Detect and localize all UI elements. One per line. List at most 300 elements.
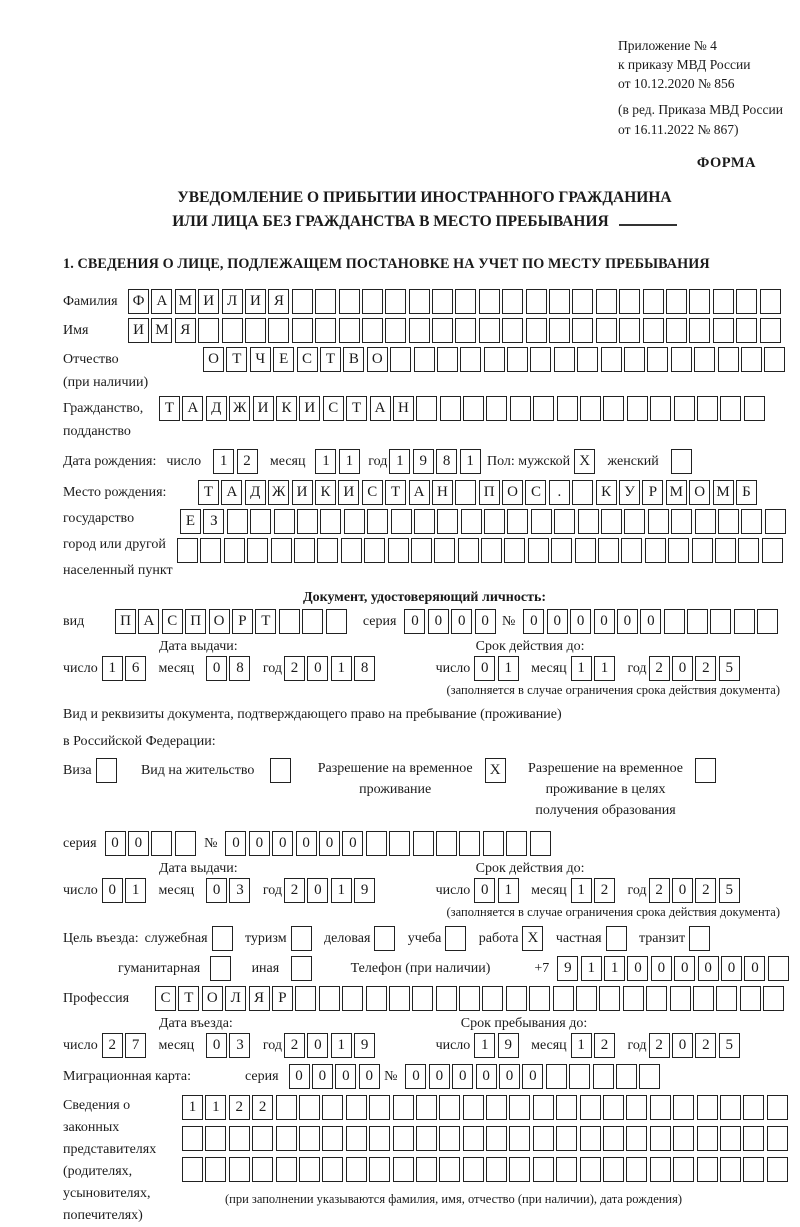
char-box[interactable] bbox=[322, 1126, 343, 1151]
char-box[interactable]: 2 bbox=[649, 1033, 670, 1058]
char-box[interactable] bbox=[409, 289, 430, 314]
temp-residence-education-checkbox[interactable] bbox=[695, 758, 716, 783]
char-box[interactable] bbox=[463, 1095, 484, 1120]
birth-place-input-line3[interactable] bbox=[177, 538, 788, 563]
char-box[interactable]: 9 bbox=[354, 1033, 375, 1058]
char-box[interactable] bbox=[247, 538, 268, 563]
char-box[interactable]: 1 bbox=[205, 1095, 226, 1120]
char-box[interactable]: Р bbox=[272, 986, 293, 1011]
char-box[interactable] bbox=[529, 986, 550, 1011]
char-box[interactable]: Б bbox=[736, 480, 757, 505]
char-box[interactable] bbox=[175, 831, 196, 856]
char-box[interactable]: 0 bbox=[674, 956, 695, 981]
char-box[interactable]: 1 bbox=[571, 1033, 592, 1058]
char-box[interactable] bbox=[689, 318, 710, 343]
char-box[interactable] bbox=[533, 1126, 554, 1151]
identity-issue-year[interactable] bbox=[284, 656, 378, 681]
char-box[interactable]: О bbox=[203, 347, 224, 372]
residence-number-input[interactable] bbox=[225, 831, 552, 856]
char-box[interactable] bbox=[294, 538, 315, 563]
char-box[interactable] bbox=[767, 1095, 788, 1120]
char-box[interactable]: 8 bbox=[229, 656, 250, 681]
char-box[interactable] bbox=[346, 1095, 367, 1120]
char-box[interactable] bbox=[510, 396, 531, 421]
char-box[interactable]: 0 bbox=[404, 609, 425, 634]
birth-day-input[interactable] bbox=[213, 449, 260, 474]
char-box[interactable] bbox=[531, 509, 552, 534]
char-box[interactable]: 0 bbox=[474, 656, 495, 681]
char-box[interactable] bbox=[718, 509, 739, 534]
char-box[interactable] bbox=[643, 289, 664, 314]
char-box[interactable]: 0 bbox=[102, 878, 123, 903]
char-box[interactable] bbox=[666, 318, 687, 343]
char-box[interactable] bbox=[580, 396, 601, 421]
char-box[interactable] bbox=[393, 1126, 414, 1151]
char-box[interactable] bbox=[526, 289, 547, 314]
char-box[interactable]: Н bbox=[432, 480, 453, 505]
char-box[interactable] bbox=[650, 1126, 671, 1151]
char-box[interactable] bbox=[671, 509, 692, 534]
char-box[interactable]: 0 bbox=[570, 609, 591, 634]
char-box[interactable]: 2 bbox=[284, 878, 305, 903]
char-box[interactable] bbox=[455, 318, 476, 343]
char-box[interactable]: 0 bbox=[128, 831, 149, 856]
char-box[interactable]: 1 bbox=[498, 878, 519, 903]
char-box[interactable]: 0 bbox=[522, 1064, 543, 1089]
char-box[interactable]: М bbox=[175, 289, 196, 314]
char-box[interactable] bbox=[322, 1095, 343, 1120]
char-box[interactable] bbox=[459, 831, 480, 856]
char-box[interactable] bbox=[390, 347, 411, 372]
char-box[interactable] bbox=[741, 509, 762, 534]
char-box[interactable] bbox=[578, 509, 599, 534]
stay-year-input[interactable] bbox=[649, 1033, 743, 1058]
char-box[interactable] bbox=[205, 1157, 226, 1182]
char-box[interactable]: 5 bbox=[719, 656, 740, 681]
char-box[interactable] bbox=[764, 347, 785, 372]
char-box[interactable]: 0 bbox=[594, 609, 615, 634]
char-box[interactable]: 0 bbox=[672, 1033, 693, 1058]
char-box[interactable] bbox=[388, 538, 409, 563]
char-box[interactable] bbox=[549, 318, 570, 343]
char-box[interactable]: А bbox=[409, 480, 430, 505]
char-box[interactable]: Т bbox=[178, 986, 199, 1011]
char-box[interactable]: 9 bbox=[354, 878, 375, 903]
char-box[interactable] bbox=[463, 396, 484, 421]
char-box[interactable]: И bbox=[253, 396, 274, 421]
char-box[interactable]: А bbox=[221, 480, 242, 505]
char-box[interactable]: О bbox=[502, 480, 523, 505]
char-box[interactable] bbox=[736, 318, 757, 343]
purpose-other-checkbox[interactable] bbox=[291, 956, 312, 981]
char-box[interactable]: 2 bbox=[695, 878, 716, 903]
identity-issue-month[interactable] bbox=[206, 656, 253, 681]
char-box[interactable] bbox=[320, 509, 341, 534]
char-box[interactable]: 0 bbox=[307, 1033, 328, 1058]
char-box[interactable] bbox=[455, 480, 476, 505]
char-box[interactable]: П bbox=[479, 480, 500, 505]
char-box[interactable]: 1 bbox=[102, 656, 123, 681]
char-box[interactable] bbox=[205, 1126, 226, 1151]
representatives-input-line3[interactable] bbox=[182, 1157, 790, 1182]
char-box[interactable] bbox=[507, 347, 528, 372]
char-box[interactable] bbox=[765, 509, 786, 534]
char-box[interactable]: 0 bbox=[319, 831, 340, 856]
char-box[interactable]: 0 bbox=[452, 1064, 473, 1089]
char-box[interactable] bbox=[763, 986, 784, 1011]
char-box[interactable]: Я bbox=[249, 986, 270, 1011]
char-box[interactable]: 0 bbox=[698, 956, 719, 981]
char-box[interactable]: 0 bbox=[475, 609, 496, 634]
char-box[interactable]: 0 bbox=[627, 956, 648, 981]
char-box[interactable] bbox=[151, 831, 172, 856]
char-box[interactable] bbox=[344, 509, 365, 534]
char-box[interactable]: Д bbox=[245, 480, 266, 505]
sex-male-checkbox[interactable]: X bbox=[574, 449, 595, 474]
char-box[interactable]: 0 bbox=[249, 831, 270, 856]
char-box[interactable] bbox=[551, 538, 572, 563]
char-box[interactable]: Д bbox=[206, 396, 227, 421]
char-box[interactable] bbox=[697, 1126, 718, 1151]
char-box[interactable] bbox=[580, 1095, 601, 1120]
char-box[interactable] bbox=[645, 538, 666, 563]
char-box[interactable]: 0 bbox=[307, 878, 328, 903]
char-box[interactable]: 1 bbox=[571, 656, 592, 681]
char-box[interactable] bbox=[486, 1095, 507, 1120]
char-box[interactable] bbox=[692, 538, 713, 563]
char-box[interactable] bbox=[440, 396, 461, 421]
char-box[interactable] bbox=[439, 1095, 460, 1120]
char-box[interactable]: 9 bbox=[498, 1033, 519, 1058]
char-box[interactable]: 5 bbox=[719, 878, 740, 903]
char-box[interactable] bbox=[177, 538, 198, 563]
char-box[interactable] bbox=[389, 986, 410, 1011]
char-box[interactable] bbox=[341, 538, 362, 563]
char-box[interactable]: 1 bbox=[331, 656, 352, 681]
char-box[interactable] bbox=[670, 986, 691, 1011]
char-box[interactable] bbox=[393, 1095, 414, 1120]
char-box[interactable]: Т bbox=[198, 480, 219, 505]
char-box[interactable] bbox=[694, 347, 715, 372]
visa-checkbox[interactable] bbox=[96, 758, 117, 783]
char-box[interactable] bbox=[720, 396, 741, 421]
char-box[interactable] bbox=[502, 289, 523, 314]
char-box[interactable] bbox=[603, 1157, 624, 1182]
char-box[interactable] bbox=[603, 1095, 624, 1120]
char-box[interactable] bbox=[743, 1157, 764, 1182]
char-box[interactable] bbox=[486, 1126, 507, 1151]
char-box[interactable] bbox=[439, 1157, 460, 1182]
char-box[interactable]: 1 bbox=[460, 449, 481, 474]
char-box[interactable] bbox=[339, 289, 360, 314]
char-box[interactable] bbox=[279, 609, 300, 634]
char-box[interactable]: К bbox=[276, 396, 297, 421]
char-box[interactable] bbox=[479, 289, 500, 314]
char-box[interactable] bbox=[671, 347, 692, 372]
char-box[interactable] bbox=[482, 986, 503, 1011]
char-box[interactable] bbox=[757, 609, 778, 634]
char-box[interactable] bbox=[697, 1157, 718, 1182]
char-box[interactable]: 1 bbox=[331, 878, 352, 903]
char-box[interactable] bbox=[245, 318, 266, 343]
char-box[interactable]: А bbox=[370, 396, 391, 421]
char-box[interactable] bbox=[367, 509, 388, 534]
char-box[interactable] bbox=[486, 1157, 507, 1182]
char-box[interactable] bbox=[224, 538, 245, 563]
char-box[interactable]: К bbox=[315, 480, 336, 505]
char-box[interactable] bbox=[436, 986, 457, 1011]
char-box[interactable] bbox=[484, 347, 505, 372]
char-box[interactable] bbox=[549, 289, 570, 314]
char-box[interactable]: П bbox=[185, 609, 206, 634]
char-box[interactable]: 9 bbox=[557, 956, 578, 981]
char-box[interactable]: 2 bbox=[695, 1033, 716, 1058]
char-box[interactable] bbox=[437, 347, 458, 372]
residence-issue-month[interactable] bbox=[206, 878, 253, 903]
char-box[interactable]: П bbox=[115, 609, 136, 634]
char-box[interactable]: Ф bbox=[128, 289, 149, 314]
char-box[interactable]: А bbox=[182, 396, 203, 421]
representatives-input-line2[interactable] bbox=[182, 1126, 790, 1151]
birth-place-input-line1[interactable] bbox=[198, 480, 788, 505]
char-box[interactable] bbox=[713, 289, 734, 314]
char-box[interactable] bbox=[250, 509, 271, 534]
entry-year-input[interactable] bbox=[284, 1033, 378, 1058]
residence-series-input[interactable] bbox=[105, 831, 199, 856]
char-box[interactable]: . bbox=[549, 480, 570, 505]
char-box[interactable] bbox=[687, 609, 708, 634]
char-box[interactable]: Е bbox=[180, 509, 201, 534]
char-box[interactable] bbox=[599, 986, 620, 1011]
char-box[interactable]: 1 bbox=[331, 1033, 352, 1058]
char-box[interactable]: 1 bbox=[571, 878, 592, 903]
char-box[interactable] bbox=[760, 318, 781, 343]
char-box[interactable]: Т bbox=[385, 480, 406, 505]
char-box[interactable]: Т bbox=[255, 609, 276, 634]
char-box[interactable]: 2 bbox=[229, 1095, 250, 1120]
char-box[interactable] bbox=[414, 509, 435, 534]
char-box[interactable] bbox=[507, 509, 528, 534]
char-box[interactable] bbox=[577, 347, 598, 372]
char-box[interactable] bbox=[713, 318, 734, 343]
char-box[interactable] bbox=[391, 509, 412, 534]
char-box[interactable]: 0 bbox=[429, 1064, 450, 1089]
char-box[interactable] bbox=[760, 289, 781, 314]
purpose-business-checkbox[interactable] bbox=[374, 926, 395, 951]
char-box[interactable] bbox=[593, 1064, 614, 1089]
char-box[interactable] bbox=[413, 831, 434, 856]
identity-issue-day[interactable] bbox=[102, 656, 149, 681]
char-box[interactable]: И bbox=[245, 289, 266, 314]
char-box[interactable] bbox=[530, 831, 551, 856]
char-box[interactable] bbox=[768, 956, 789, 981]
char-box[interactable] bbox=[718, 347, 739, 372]
char-box[interactable] bbox=[673, 1157, 694, 1182]
char-box[interactable]: 0 bbox=[451, 609, 472, 634]
char-box[interactable]: 2 bbox=[594, 1033, 615, 1058]
char-box[interactable]: 0 bbox=[721, 956, 742, 981]
char-box[interactable] bbox=[416, 396, 437, 421]
char-box[interactable]: С bbox=[362, 480, 383, 505]
identity-valid-month[interactable] bbox=[571, 656, 618, 681]
purpose-transit-checkbox[interactable] bbox=[689, 926, 710, 951]
char-box[interactable]: 0 bbox=[523, 609, 544, 634]
char-box[interactable] bbox=[596, 289, 617, 314]
char-box[interactable] bbox=[621, 538, 642, 563]
char-box[interactable]: 0 bbox=[206, 656, 227, 681]
char-box[interactable]: 1 bbox=[125, 878, 146, 903]
identity-number-input[interactable] bbox=[523, 609, 780, 634]
char-box[interactable]: 0 bbox=[474, 878, 495, 903]
char-box[interactable] bbox=[533, 1157, 554, 1182]
char-box[interactable] bbox=[530, 347, 551, 372]
char-box[interactable] bbox=[504, 538, 525, 563]
char-box[interactable]: М bbox=[151, 318, 172, 343]
char-box[interactable]: 8 bbox=[354, 656, 375, 681]
char-box[interactable] bbox=[416, 1157, 437, 1182]
entry-day-input[interactable] bbox=[102, 1033, 149, 1058]
char-box[interactable]: В bbox=[343, 347, 364, 372]
profession-input[interactable] bbox=[155, 986, 787, 1011]
char-box[interactable]: Ч bbox=[250, 347, 271, 372]
citizenship-input[interactable] bbox=[159, 396, 767, 421]
char-box[interactable] bbox=[295, 986, 316, 1011]
char-box[interactable] bbox=[385, 318, 406, 343]
char-box[interactable] bbox=[292, 318, 313, 343]
char-box[interactable] bbox=[556, 1157, 577, 1182]
char-box[interactable]: 0 bbox=[296, 831, 317, 856]
char-box[interactable] bbox=[297, 509, 318, 534]
stay-day-input[interactable] bbox=[474, 1033, 521, 1058]
char-box[interactable]: И bbox=[292, 480, 313, 505]
char-box[interactable] bbox=[697, 396, 718, 421]
sex-female-checkbox[interactable] bbox=[671, 449, 692, 474]
purpose-study-checkbox[interactable] bbox=[445, 926, 466, 951]
char-box[interactable]: Н bbox=[393, 396, 414, 421]
char-box[interactable] bbox=[299, 1126, 320, 1151]
char-box[interactable] bbox=[292, 289, 313, 314]
char-box[interactable] bbox=[182, 1126, 203, 1151]
char-box[interactable] bbox=[484, 509, 505, 534]
char-box[interactable] bbox=[509, 1095, 530, 1120]
char-box[interactable]: С bbox=[297, 347, 318, 372]
char-box[interactable] bbox=[342, 986, 363, 1011]
char-box[interactable] bbox=[664, 609, 685, 634]
char-box[interactable]: 2 bbox=[252, 1095, 273, 1120]
identity-series-input[interactable] bbox=[404, 609, 498, 634]
char-box[interactable]: 0 bbox=[547, 609, 568, 634]
char-box[interactable] bbox=[738, 538, 759, 563]
char-box[interactable] bbox=[603, 1126, 624, 1151]
char-box[interactable]: Л bbox=[225, 986, 246, 1011]
phone-input[interactable] bbox=[557, 956, 791, 981]
char-box[interactable] bbox=[317, 538, 338, 563]
migration-series-input[interactable] bbox=[289, 1064, 383, 1089]
char-box[interactable] bbox=[299, 1095, 320, 1120]
char-box[interactable] bbox=[689, 289, 710, 314]
char-box[interactable] bbox=[695, 509, 716, 534]
char-box[interactable] bbox=[572, 289, 593, 314]
char-box[interactable] bbox=[326, 609, 347, 634]
char-box[interactable] bbox=[339, 318, 360, 343]
char-box[interactable]: 7 bbox=[125, 1033, 146, 1058]
stay-month-input[interactable] bbox=[571, 1033, 618, 1058]
char-box[interactable]: 2 bbox=[102, 1033, 123, 1058]
char-box[interactable]: 6 bbox=[125, 656, 146, 681]
char-box[interactable] bbox=[668, 538, 689, 563]
char-box[interactable] bbox=[369, 1126, 390, 1151]
char-box[interactable] bbox=[650, 1095, 671, 1120]
char-box[interactable]: 2 bbox=[284, 656, 305, 681]
char-box[interactable] bbox=[639, 1064, 660, 1089]
char-box[interactable] bbox=[459, 986, 480, 1011]
char-box[interactable]: 9 bbox=[413, 449, 434, 474]
char-box[interactable]: 0 bbox=[307, 656, 328, 681]
char-box[interactable] bbox=[528, 538, 549, 563]
birth-year-input[interactable] bbox=[389, 449, 483, 474]
char-box[interactable] bbox=[648, 509, 669, 534]
char-box[interactable] bbox=[741, 347, 762, 372]
char-box[interactable]: К bbox=[596, 480, 617, 505]
char-box[interactable]: 0 bbox=[272, 831, 293, 856]
char-box[interactable] bbox=[720, 1095, 741, 1120]
char-box[interactable] bbox=[364, 538, 385, 563]
char-box[interactable] bbox=[409, 318, 430, 343]
char-box[interactable]: 2 bbox=[594, 878, 615, 903]
birth-month-input[interactable] bbox=[315, 449, 362, 474]
migration-number-input[interactable] bbox=[405, 1064, 662, 1089]
char-box[interactable] bbox=[222, 318, 243, 343]
char-box[interactable] bbox=[506, 831, 527, 856]
char-box[interactable] bbox=[572, 318, 593, 343]
identity-valid-year[interactable] bbox=[649, 656, 743, 681]
char-box[interactable] bbox=[580, 1126, 601, 1151]
char-box[interactable] bbox=[200, 538, 221, 563]
char-box[interactable]: 0 bbox=[499, 1064, 520, 1089]
char-box[interactable]: 2 bbox=[695, 656, 716, 681]
char-box[interactable]: У bbox=[619, 480, 640, 505]
residence-issue-year[interactable] bbox=[284, 878, 378, 903]
char-box[interactable] bbox=[416, 1095, 437, 1120]
char-box[interactable] bbox=[767, 1126, 788, 1151]
char-box[interactable]: С bbox=[323, 396, 344, 421]
char-box[interactable] bbox=[198, 318, 219, 343]
patronymic-input[interactable] bbox=[203, 347, 788, 372]
char-box[interactable]: Р bbox=[232, 609, 253, 634]
char-box[interactable]: 0 bbox=[289, 1064, 310, 1089]
char-box[interactable]: С bbox=[162, 609, 183, 634]
char-box[interactable] bbox=[557, 396, 578, 421]
char-box[interactable] bbox=[556, 1095, 577, 1120]
residence-issue-day[interactable] bbox=[102, 878, 149, 903]
char-box[interactable] bbox=[596, 318, 617, 343]
residence-permit-checkbox[interactable] bbox=[270, 758, 291, 783]
char-box[interactable] bbox=[393, 1157, 414, 1182]
char-box[interactable] bbox=[603, 396, 624, 421]
char-box[interactable]: 0 bbox=[206, 1033, 227, 1058]
char-box[interactable] bbox=[346, 1126, 367, 1151]
char-box[interactable] bbox=[439, 1126, 460, 1151]
char-box[interactable] bbox=[526, 318, 547, 343]
char-box[interactable] bbox=[554, 509, 575, 534]
char-box[interactable] bbox=[319, 986, 340, 1011]
char-box[interactable] bbox=[762, 538, 783, 563]
char-box[interactable] bbox=[569, 1064, 590, 1089]
char-box[interactable]: 2 bbox=[649, 878, 670, 903]
identity-valid-day[interactable] bbox=[474, 656, 521, 681]
char-box[interactable] bbox=[434, 538, 455, 563]
char-box[interactable]: 0 bbox=[617, 609, 638, 634]
